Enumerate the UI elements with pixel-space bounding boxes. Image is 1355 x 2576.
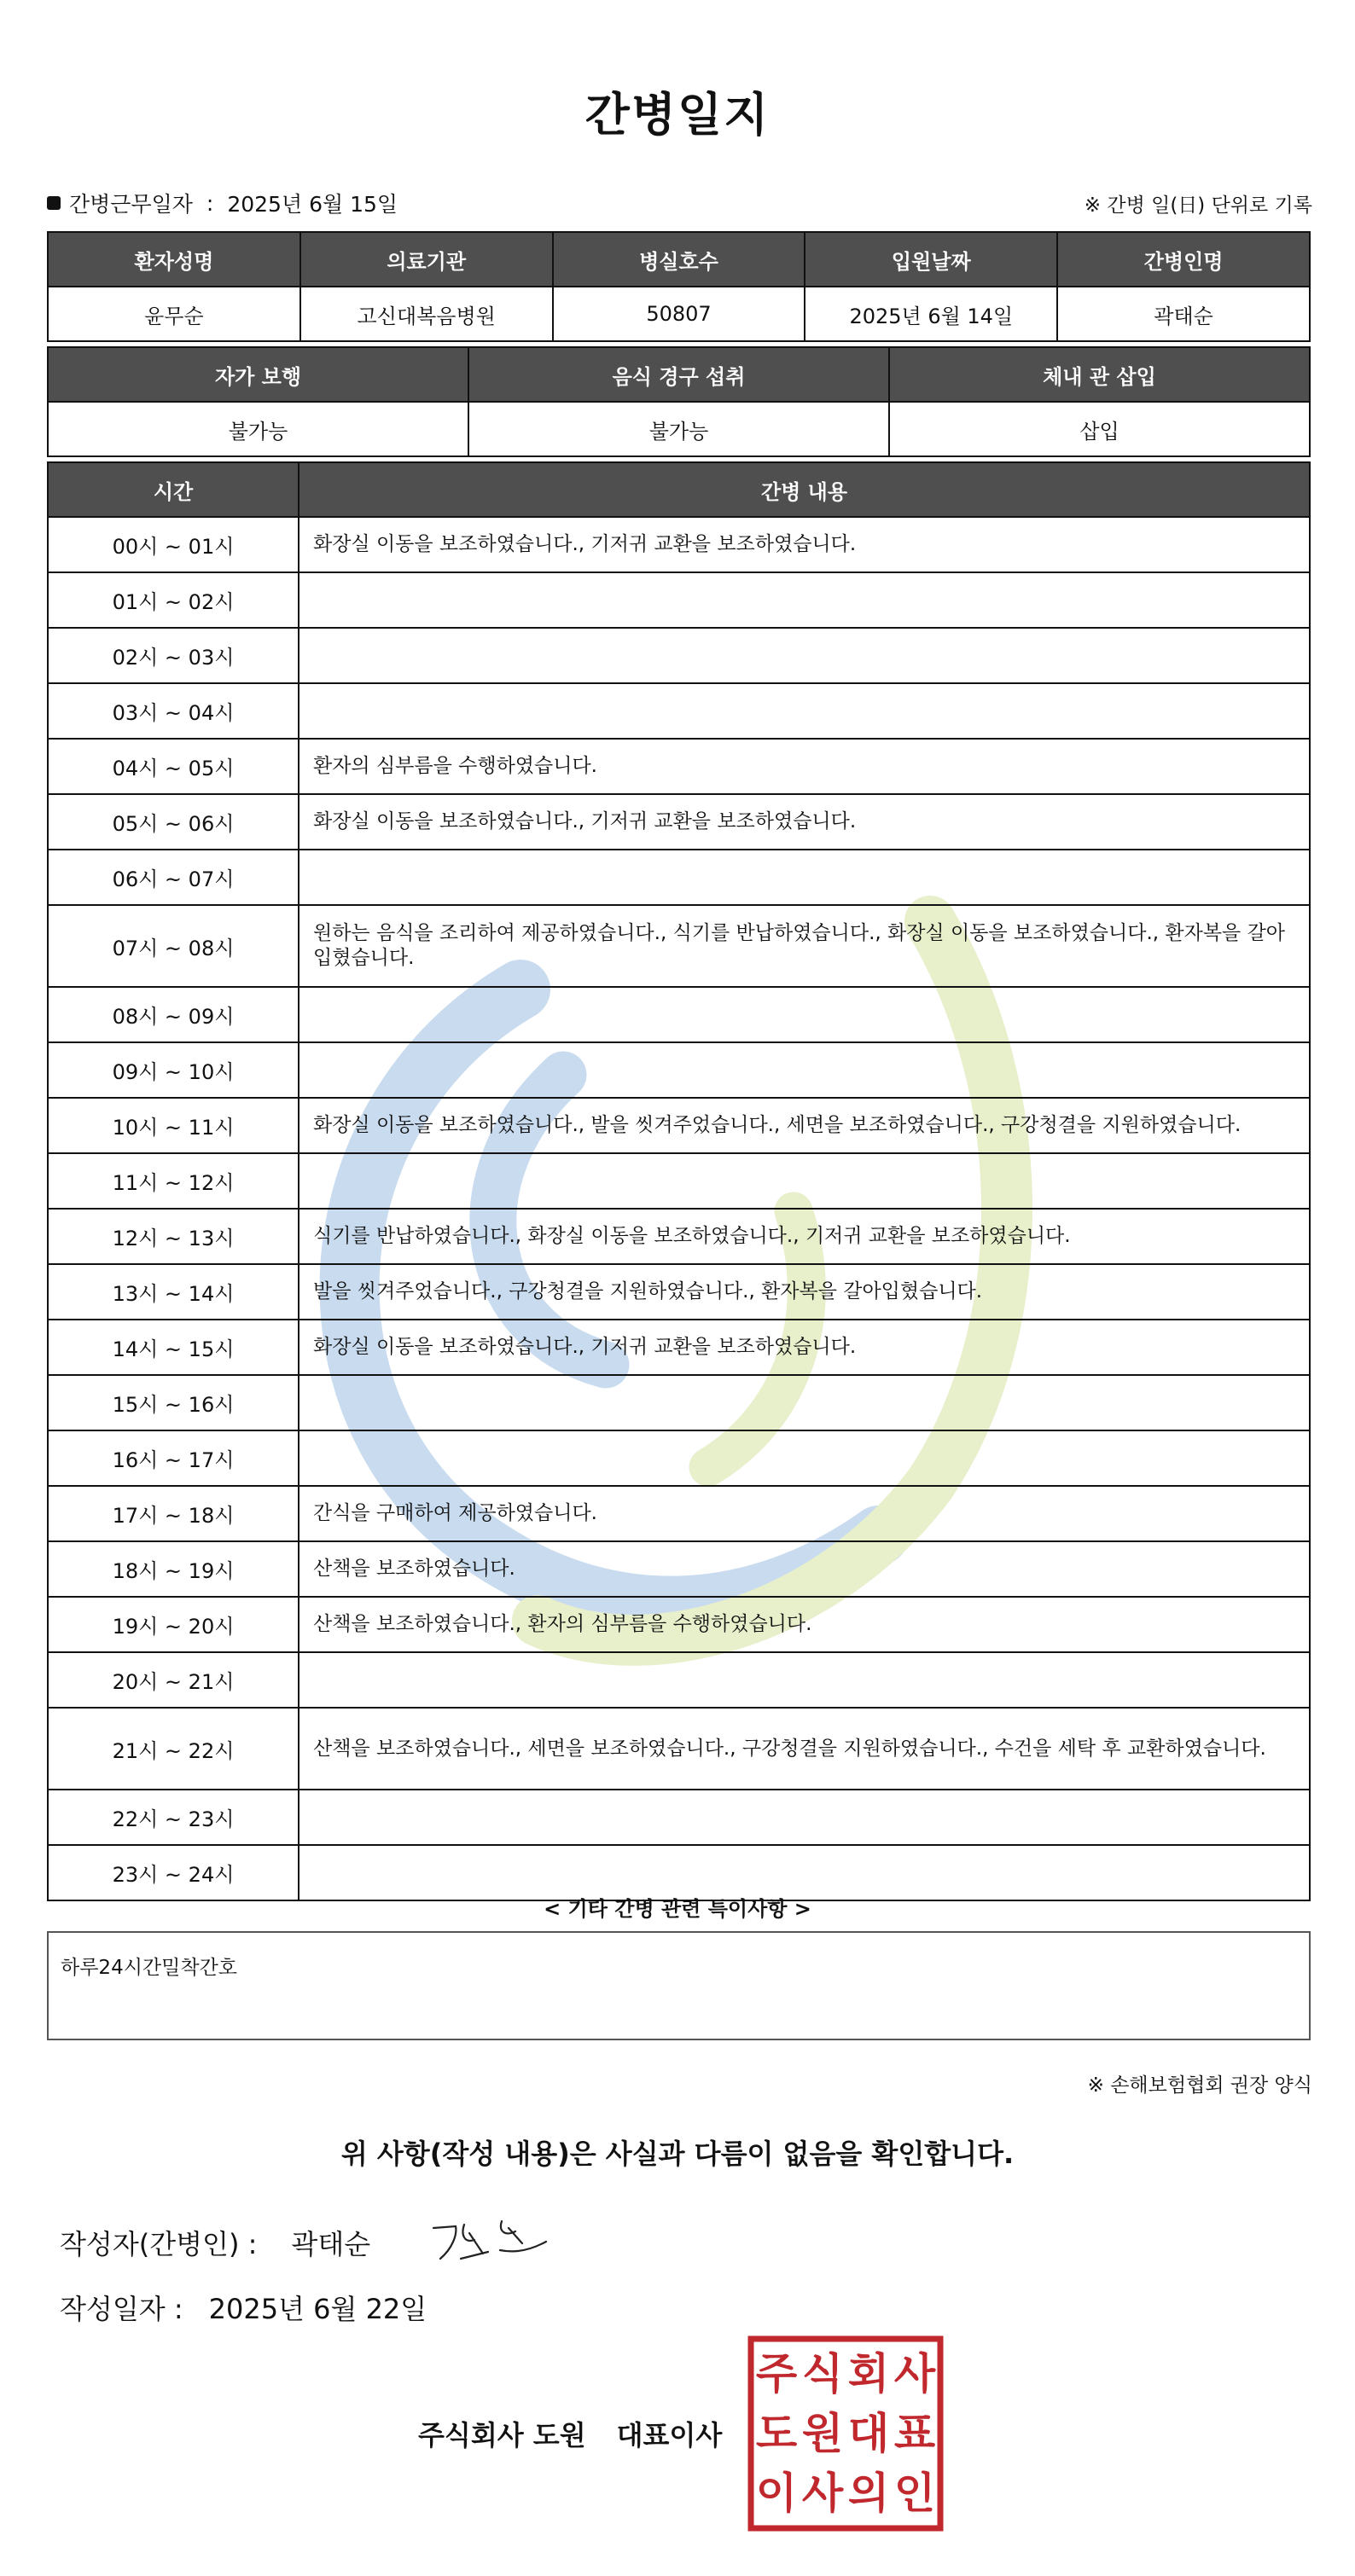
care-log-content: 발을 씻겨주었습니다., 구강청결을 지원하였습니다., 환자복을 갈아입혔습니다. — [299, 1264, 1310, 1320]
seal-glyph: 원 — [801, 2408, 844, 2458]
care-log-row — [48, 572, 1310, 628]
care-log-time: 08시 ~ 09시 — [48, 987, 299, 1042]
care-log-time: 06시 ~ 07시 — [48, 850, 299, 905]
care-log-content — [299, 1430, 1310, 1486]
patient-info-value-row — [48, 287, 1310, 341]
written-date-line — [60, 2288, 427, 2327]
care-log-time: 10시 ~ 11시 — [48, 1098, 299, 1153]
care-log-content: 화장실 이동을 보조하였습니다., 발을 씻겨주었습니다., 세면을 보조하였습니다., 구강청결을 지원하였습니다. — [299, 1098, 1310, 1153]
record-unit-note: ※ 간병 일(日) 단위로 기록 — [1084, 194, 1312, 217]
care-log-time: 20시 ~ 21시 — [48, 1652, 299, 1708]
care-log-time: 18시 ~ 19시 — [48, 1541, 299, 1597]
seal-glyph: 주 — [755, 2348, 798, 2399]
patient-info-table — [47, 231, 1311, 342]
seal-glyph: 사 — [801, 2468, 844, 2518]
written-date-label: 작성일자 : — [60, 2293, 183, 2325]
seal-glyph: 인 — [893, 2468, 936, 2518]
care-log-time: 21시 ~ 22시 — [48, 1708, 299, 1790]
seal-glyph: 도 — [755, 2408, 798, 2458]
care-log-content — [299, 987, 1310, 1042]
notes-box — [47, 1931, 1311, 2040]
header-room-number: 병실호수 — [553, 232, 805, 287]
care-log-row — [48, 1708, 1310, 1790]
care-log-row — [48, 1320, 1310, 1375]
patient-info-header-row — [48, 232, 1310, 287]
care-log-row — [48, 683, 1310, 739]
writer-line — [60, 2223, 370, 2262]
care-log-row — [48, 1264, 1310, 1320]
header-care-content: 간병 내용 — [299, 462, 1310, 517]
care-log-time: 16시 ~ 17시 — [48, 1430, 299, 1486]
care-date-value: 2025년 6월 15일 — [227, 192, 398, 217]
care-log-content — [299, 683, 1310, 739]
care-log-content — [299, 1375, 1310, 1430]
seal-glyph: 표 — [893, 2408, 936, 2458]
notes-text: 하루24시간밀착간호 — [61, 1957, 238, 1979]
care-log-time: 04시 ~ 05시 — [48, 739, 299, 794]
care-log-content — [299, 1153, 1310, 1209]
care-log-row — [48, 794, 1310, 850]
care-log-content: 산책을 보조하였습니다., 환자의 심부름을 수행하였습니다. — [299, 1597, 1310, 1652]
document-title: 간병일지 — [584, 88, 771, 142]
care-log-content — [299, 1652, 1310, 1708]
association-note: ※ 손해보험협회 권장 양식 — [1087, 2074, 1312, 2097]
care-log-body — [48, 517, 1310, 1900]
care-log-time: 13시 ~ 14시 — [48, 1264, 299, 1320]
care-log-time: 12시 ~ 13시 — [48, 1209, 299, 1264]
header-patient-name: 환자성명 — [48, 232, 300, 287]
care-log-row — [48, 1652, 1310, 1708]
care-log-content — [299, 628, 1310, 683]
care-log-content: 간식을 구매하여 제공하였습니다. — [299, 1486, 1310, 1541]
seal-glyph: 식 — [801, 2348, 844, 2399]
care-log-row — [48, 1209, 1310, 1264]
care-date-separator: : — [206, 190, 214, 216]
care-log-content: 산책을 보조하였습니다., 세면을 보조하였습니다., 구강청결을 지원하였습니다., 수건을 세탁 후 교환하였습니다. — [299, 1708, 1310, 1790]
care-log-time: 01시 ~ 02시 — [48, 572, 299, 628]
care-log-row — [48, 739, 1310, 794]
oral-intake-value: 불가능 — [468, 402, 889, 456]
care-log-content: 화장실 이동을 보조하였습니다., 기저귀 교환을 보조하였습니다. — [299, 517, 1310, 572]
header-tube-insertion: 체내 관 삽입 — [889, 347, 1310, 402]
confirmation-statement: 위 사항(작성 내용)은 사실과 다름이 없음을 확인합니다. — [340, 2138, 1015, 2170]
care-log-content — [299, 572, 1310, 628]
care-log-row — [48, 628, 1310, 683]
care-log-time: 15시 ~ 16시 — [48, 1375, 299, 1430]
admission-date: 2025년 6월 14일 — [805, 287, 1057, 341]
hospital-name: 고신대복음병원 — [300, 287, 553, 341]
care-log-content: 식기를 반납하였습니다., 화장실 이동을 보조하였습니다., 기저귀 교환을 보조하였습니다. — [299, 1209, 1310, 1264]
care-log-row — [48, 1153, 1310, 1209]
company-name: 주식회사 도원 — [418, 2419, 586, 2451]
care-log-time: 22시 ~ 23시 — [48, 1790, 299, 1845]
care-log-content: 산책을 보조하였습니다. — [299, 1541, 1310, 1597]
header-hospital: 의료기관 — [300, 232, 553, 287]
care-log-time: 03시 ~ 04시 — [48, 683, 299, 739]
care-date — [47, 188, 398, 218]
care-log-row — [48, 905, 1310, 987]
care-log-row — [48, 1597, 1310, 1652]
company-line — [418, 2414, 722, 2453]
patient-status-value-row — [48, 402, 1310, 456]
care-log-time: 19시 ~ 20시 — [48, 1597, 299, 1652]
header-self-walking: 자가 보행 — [48, 347, 468, 402]
written-date-value: 2025년 6월 22일 — [208, 2293, 427, 2325]
care-log-time: 14시 ~ 15시 — [48, 1320, 299, 1375]
care-log-time: 05시 ~ 06시 — [48, 794, 299, 850]
header-admission-date: 입원날짜 — [805, 232, 1057, 287]
care-log-header-row — [48, 462, 1310, 517]
care-log-row — [48, 1430, 1310, 1486]
seal-glyph: 이 — [755, 2468, 798, 2518]
tube-insertion-value: 삽입 — [889, 402, 1310, 456]
care-log-row — [48, 1375, 1310, 1430]
care-log-row — [48, 517, 1310, 572]
care-log-time: 07시 ~ 08시 — [48, 905, 299, 987]
care-log-time: 09시 ~ 10시 — [48, 1042, 299, 1098]
room-number: 50807 — [553, 287, 805, 341]
care-log-row — [48, 1486, 1310, 1541]
care-log-content: 원하는 음식을 조리하여 제공하였습니다., 식기를 반납하였습니다., 화장실 이동을 보조하였습니다., 환자복을 갈아입혔습니다. — [299, 905, 1310, 987]
patient-status-header-row — [48, 347, 1310, 402]
header-time: 시간 — [48, 462, 299, 517]
seal-glyph: 사 — [893, 2348, 936, 2399]
company-ceo-title: 대표이사 — [616, 2419, 723, 2451]
care-log-content — [299, 1042, 1310, 1098]
care-log-row — [48, 1042, 1310, 1098]
seal-glyph: 의 — [847, 2468, 890, 2518]
seal-glyph: 대 — [847, 2408, 890, 2458]
company-seal — [747, 2335, 944, 2532]
square-bullet-icon — [47, 196, 61, 210]
header-oral-intake: 음식 경구 섭취 — [468, 347, 889, 402]
self-walking-value: 불가능 — [48, 402, 468, 456]
care-log-time: 00시 ~ 01시 — [48, 517, 299, 572]
care-log-content: 환자의 심부름을 수행하였습니다. — [299, 739, 1310, 794]
care-log-row — [48, 987, 1310, 1042]
patient-name: 윤무순 — [48, 287, 300, 341]
care-log-time: 02시 ~ 03시 — [48, 628, 299, 683]
writer-label: 작성자(간병인) : — [60, 2228, 258, 2260]
seal-glyph: 회 — [847, 2348, 890, 2399]
care-log-row — [48, 1098, 1310, 1153]
caregiver-name: 곽태순 — [1057, 287, 1310, 341]
care-log-row — [48, 1541, 1310, 1597]
header-caregiver-name: 간병인명 — [1057, 232, 1310, 287]
care-log-row — [48, 1790, 1310, 1845]
care-log-content — [299, 1790, 1310, 1845]
care-date-label: 간병근무일자 — [69, 192, 193, 217]
care-log-content: 화장실 이동을 보조하였습니다., 기저귀 교환을 보조하였습니다. — [299, 794, 1310, 850]
care-log-table — [47, 461, 1311, 1901]
patient-status-table — [47, 346, 1311, 457]
care-log-time: 11시 ~ 12시 — [48, 1153, 299, 1209]
writer-name: 곽태순 — [291, 2228, 371, 2260]
care-log-content: 화장실 이동을 보조하였습니다., 기저귀 교환을 보조하였습니다. — [299, 1320, 1310, 1375]
care-log-time: 23시 ~ 24시 — [48, 1845, 299, 1900]
care-log-content — [299, 850, 1310, 905]
care-log-time: 17시 ~ 18시 — [48, 1486, 299, 1541]
care-log-row — [48, 850, 1310, 905]
notes-title: < 기타 간병 관련 특이사항 > — [544, 1897, 811, 1921]
handwritten-signature — [427, 2209, 555, 2269]
